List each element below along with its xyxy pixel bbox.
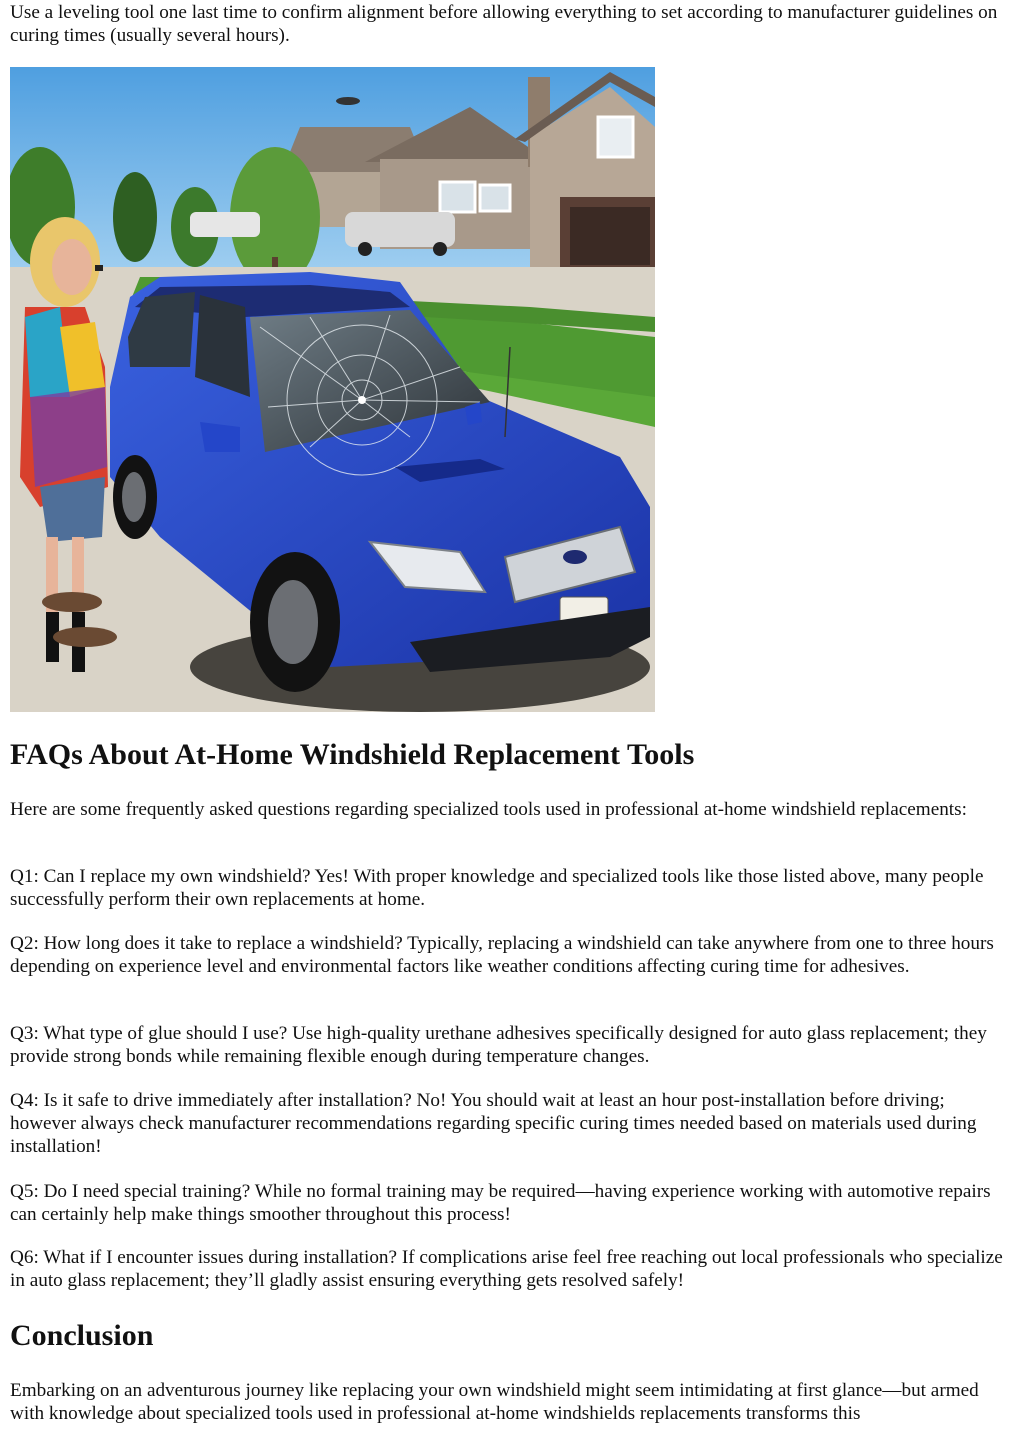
faq-lead-paragraph: Here are some frequently asked questions regarding specialized tools used in professional at-home windshield replacements: (10, 799, 967, 820)
faq-item-6: Q6: What if I encounter issues during installation? If complications arise feel free reaching out local professionals who specialize in auto glass replacement; they’ll gladly assist ensuring everything gets resolved safely! (10, 1247, 1003, 1291)
conclusion-paragraph: Embarking on an adventurous journey like replacing your own windshield might seem intimidating at first glance—but armed with knowledge about specialized tools used in professional at-home windshields replacements transforms this (10, 1380, 979, 1424)
hero-image (10, 67, 655, 712)
conclusion-heading: Conclusion (10, 1319, 154, 1352)
faq-item-3: Q3: What type of glue should I use? Use high-quality urethane adhesives specifically designed for auto glass replacement; they provide strong bonds while remaining flexible enough during temperature changes. (10, 1023, 987, 1067)
faq-item-2: Q2: How long does it take to replace a windshield? Typically, replacing a windshield can take anywhere from one to three hours depending on experience level and environmental factors like weather conditions affecting curing time for adhesives. (10, 933, 994, 977)
faq-heading: FAQs About At-Home Windshield Replacement Tools (10, 738, 695, 771)
faq-item-5: Q5: Do I need special training? While no formal training may be required—having experience working with automotive repairs can certainly help make things smoother throughout this process! (10, 1181, 991, 1225)
faq-item-4: Q4: Is it safe to drive immediately after installation? No! You should wait at least an hour post-installation before driving; however always check manufacturer recommendations regarding specific curing times needed based on materials used during installation! (10, 1090, 977, 1157)
intro-paragraph: Use a leveling tool one last time to confirm alignment before allowing everything to set according to manufacturer guidelines on curing times (usually several hours). (10, 2, 998, 46)
faq-item-1: Q1: Can I replace my own windshield? Yes! With proper knowledge and specialized tools like those listed above, many people successfully perform their own replacements at home. (10, 866, 984, 910)
ufo-icon (336, 97, 360, 105)
car-windshield-illustration (10, 67, 655, 712)
